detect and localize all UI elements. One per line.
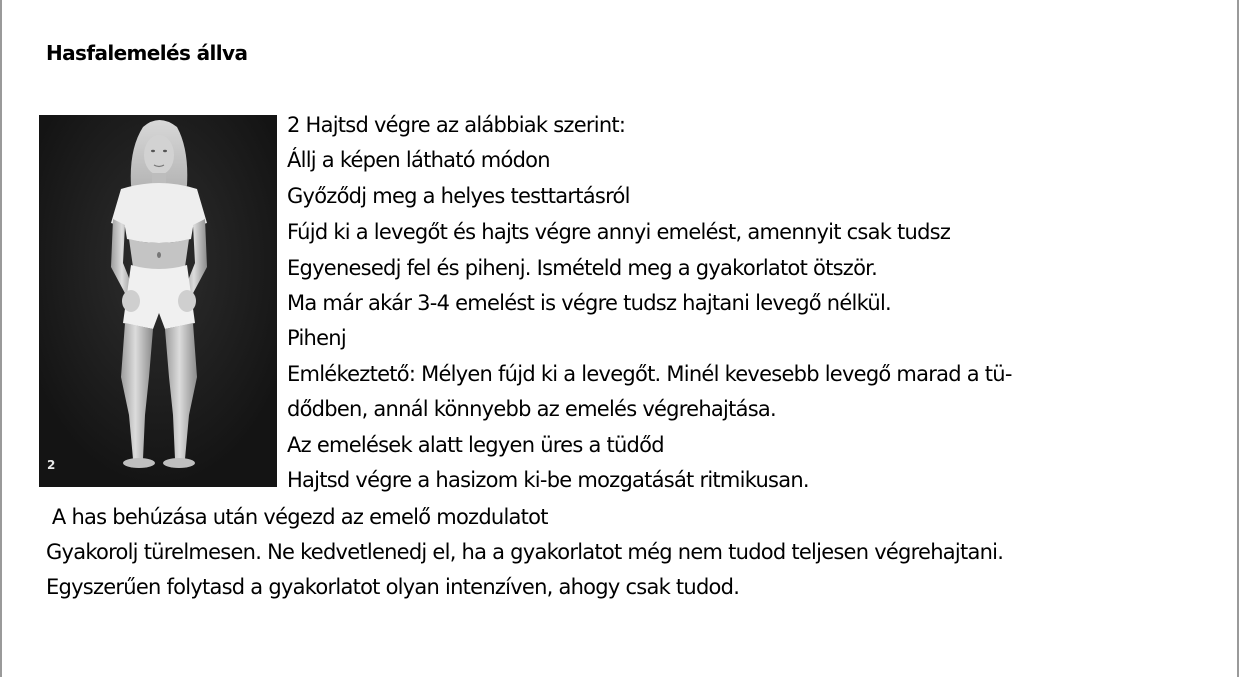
text-line: Gyakorolj türelmesen. Ne kedvetlenedj el, ha a gyakorlatot még nem tudod teljesen végrehajtani. — [46, 540, 1004, 564]
text-line: Emlékeztető: Mélyen fújd ki a levegőt. Minél kevesebb levegő marad a tü- — [287, 362, 1012, 386]
page-border-left — [0, 0, 2, 677]
text-line: 2 Hajtsd végre az alábbiak szerint: — [287, 113, 626, 137]
exercise-photo — [39, 115, 277, 487]
text-line: Győződj meg a helyes testtartásról — [287, 184, 630, 208]
text-line: Az emelések alatt legyen üres a tüdőd — [287, 433, 664, 457]
text-line: Pihenj — [287, 326, 346, 350]
document-title: Hasfalemelés állva — [46, 41, 248, 65]
text-line: dődben, annál könnyebb az emelés végrehajtása. — [287, 397, 776, 421]
text-line: A has behúzása után végezd az emelő mozdulatot — [46, 505, 548, 529]
text-line: Egyenesedj fel és pihenj. Ismételd meg a gyakorlatot ötször. — [287, 256, 878, 280]
text-line: Fújd ki a levegőt és hajts végre annyi emelést, amennyit csak tudsz — [287, 220, 951, 244]
standing-woman-photo-icon — [39, 115, 277, 487]
figure-number: 2 — [47, 458, 56, 472]
text-line: Ma már akár 3-4 emelést is végre tudsz hajtani levegő nélkül. — [287, 291, 891, 315]
text-line: Hajtsd végre a hasizom ki-be mozgatását ritmikusan. — [287, 468, 809, 492]
page-border-right — [1237, 0, 1239, 677]
text-line: Egyszerűen folytasd a gyakorlatot olyan intenzíven, ahogy csak tudod. — [46, 575, 740, 599]
text-line: Állj a képen látható módon — [287, 148, 550, 172]
